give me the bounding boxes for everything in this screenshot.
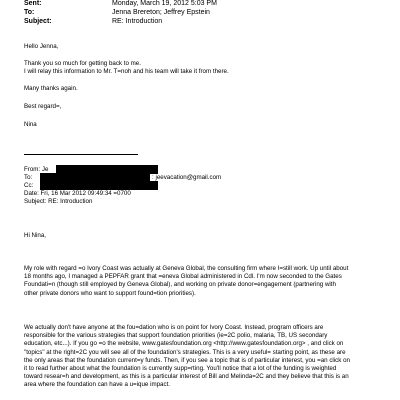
reply-thanks: Many thanks again. — [24, 85, 78, 92]
paragraph-line: education, etc...). If you go =o the website, www.gatesfoundation.org <http://www.gatesfoundation.org> , and click on — [24, 340, 344, 348]
quoted-to-label: To: — [24, 174, 33, 181]
to-label: To: — [24, 9, 35, 16]
to-value: Jenna Brereton; Jeffrey Epstein — [112, 9, 210, 16]
paragraph-line: 18 months ago, I managed a PEPFAR grant that =eneva Global administered in Cdl. I'm now seconded to the Gates — [24, 273, 342, 281]
quoted-paragraph-1 — [24, 265, 390, 298]
paragraph-line: other private donors who want to support found=tion priorities). — [24, 289, 196, 297]
quoted-to-row — [24, 174, 32, 182]
paragraph-line: it to read further about what the foundation is currently supp=rting. You'll notice that a lot of the funding is weighted — [24, 365, 337, 373]
quoted-to-email: : jeevacation@gmail.com — [152, 174, 222, 181]
sent-value: Monday, March 19, 2012 5:03 PM — [112, 0, 217, 7]
quoted-paragraph-2 — [24, 324, 390, 390]
reply-regards: Best regard=, — [24, 103, 62, 110]
subject-label: Subject: — [24, 18, 52, 25]
paragraph-line: We actually don't have anyone at the fou=dation who is on point for Ivory Coast. Instead, program officers are — [24, 324, 324, 331]
quoted-cc-label: Cc: — [24, 182, 34, 189]
reply-signature: Nina — [24, 121, 37, 128]
quoted-from-label: From: Je — [24, 166, 49, 173]
paragraph-line: Foundati=n (though still employed by Geneva Global), and working on private donor=engagement (partnering with — [24, 281, 336, 289]
paragraph-line: My role with regard =o Ivory Coast was actually at Geneva Global, the consulting firm where I=still work. Up until about — [24, 265, 349, 272]
subject-value: RE: Introduction — [112, 18, 163, 25]
quoted-greeting: Hi Nina, — [24, 232, 47, 239]
quoted-cc-row — [24, 182, 33, 190]
paragraph-line: "topics" at the right=2C you will see all of the foundation's strategies. This is a very useful= starting point, as these are — [24, 348, 346, 356]
reply-greeting: Hello Jenna, — [24, 43, 59, 50]
reply-line-2: I will relay this information to Mr. T=noh and his team will take it from there. — [24, 68, 229, 75]
signature-divider — [24, 154, 138, 155]
paragraph-line: the only areas that the foundation current=y funds. Then, if you see a topic that is of particular interest, you =an click on — [24, 356, 350, 364]
quoted-date-row: Date: Fri, 16 Mar 2012 09:49:34 =0700 — [24, 190, 131, 197]
quoted-subject-row: Subject: RE: Introduction — [24, 198, 93, 205]
reply-line-1: Thank you so much for getting back to me. — [24, 60, 141, 67]
paragraph-line: area where the foundation can have a u=ique impact. — [24, 381, 171, 389]
sent-label: Sent: — [24, 0, 42, 7]
paragraph-line: toward resear=h and development, as this is a particular interest of Bill and Melinda=2C and they believe that this is an — [24, 373, 349, 381]
redaction-bar — [40, 181, 158, 190]
paragraph-line: responsible for the various strategies that support foundation priorities (ie=2C polio, malaria, TB, US secondary — [24, 332, 328, 340]
